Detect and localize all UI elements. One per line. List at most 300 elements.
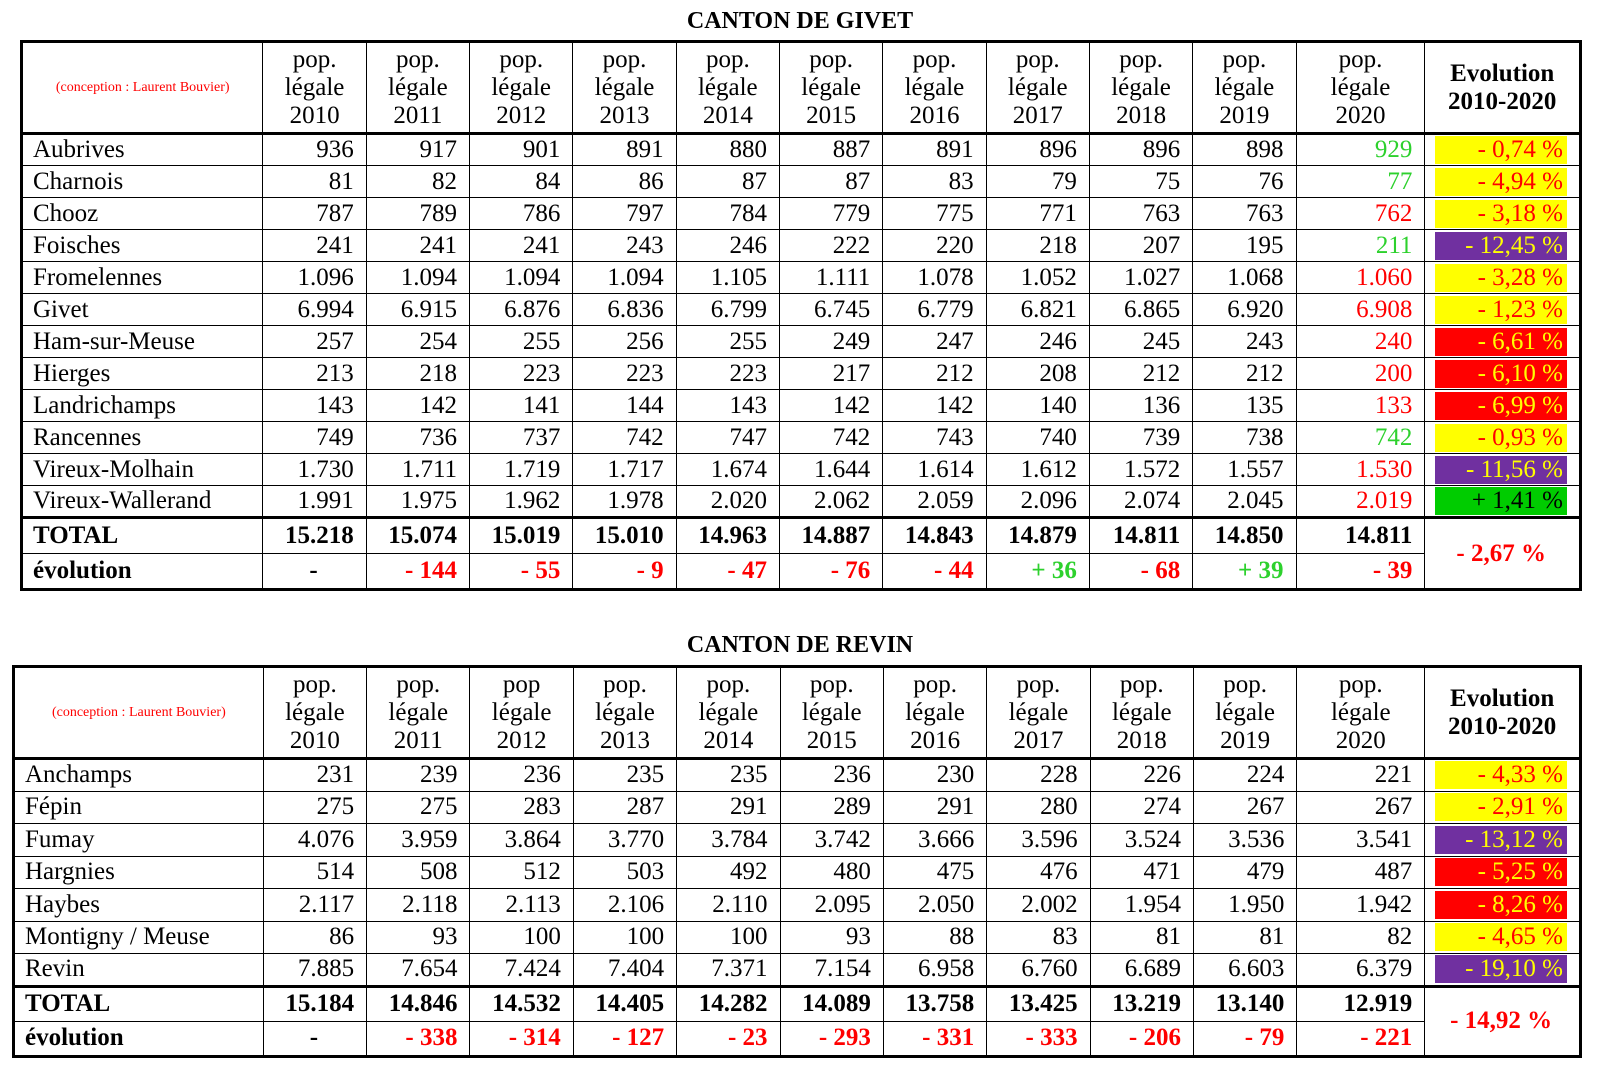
population-value: 4.076 xyxy=(263,824,366,857)
yearly-evolution-value: + 36 xyxy=(986,554,1089,590)
table-row xyxy=(22,134,1581,166)
table-row xyxy=(22,486,1581,518)
population-value: 786 xyxy=(470,198,573,230)
year-header: pop. légale 2013 xyxy=(573,42,676,134)
commune-name: Anchamps xyxy=(14,759,264,792)
population-value: 220 xyxy=(883,230,986,262)
evolution-cell xyxy=(1425,134,1581,166)
table-row xyxy=(22,262,1581,294)
evolution-cell xyxy=(1425,166,1581,198)
evolution-cell xyxy=(1425,326,1581,358)
evolution-value: - 0,93 % xyxy=(1435,424,1567,452)
population-value: 1.105 xyxy=(676,262,779,294)
total-value: 14.089 xyxy=(780,986,883,1021)
year-header: pop. légale 2020 xyxy=(1296,42,1425,134)
population-value: 1.094 xyxy=(366,262,469,294)
population-value: 218 xyxy=(986,230,1089,262)
population-value: 6.836 xyxy=(573,294,676,326)
year-header: pop. légale 2013 xyxy=(573,667,676,759)
evolution-value: - 11,56 % xyxy=(1435,456,1567,484)
conception-credit: (conception : Laurent Bouvier) xyxy=(22,42,263,134)
population-value: 896 xyxy=(986,134,1089,166)
population-value: 87 xyxy=(779,166,882,198)
year-header: pop. légale 2019 xyxy=(1193,42,1296,134)
population-value: 291 xyxy=(677,791,780,824)
population-value: 901 xyxy=(470,134,573,166)
population-value: 479 xyxy=(1193,856,1296,889)
population-value: 81 xyxy=(263,166,366,198)
evolution-cell xyxy=(1425,791,1581,824)
total-value: 14.811 xyxy=(1089,518,1192,554)
population-value: 480 xyxy=(780,856,883,889)
population-2020-value: 211 xyxy=(1296,230,1425,262)
population-value: 230 xyxy=(883,759,986,792)
population-value: 88 xyxy=(883,921,986,954)
evolution-cell xyxy=(1425,921,1581,954)
population-value: 142 xyxy=(366,390,469,422)
yearly-evolution-value: - 127 xyxy=(573,1021,676,1056)
population-value: 136 xyxy=(1089,390,1192,422)
population-value: 1.954 xyxy=(1090,889,1193,922)
population-value: 789 xyxy=(366,198,469,230)
total-value: 14.846 xyxy=(367,986,470,1021)
year-header: pop. légale 2017 xyxy=(987,667,1090,759)
population-value: 93 xyxy=(780,921,883,954)
year-header: pop. légale 2010 xyxy=(263,667,366,759)
total-value: 12.919 xyxy=(1297,986,1425,1021)
population-2020-value: 77 xyxy=(1296,166,1425,198)
evolution-value: - 0,74 % xyxy=(1435,136,1567,164)
evolution-value: - 3,18 % xyxy=(1435,200,1567,228)
evolution-cell xyxy=(1425,486,1581,518)
population-value: 1.111 xyxy=(779,262,882,294)
population-value: 1.644 xyxy=(779,454,882,486)
population-value: 83 xyxy=(987,921,1090,954)
table-row xyxy=(22,454,1581,486)
population-value: 249 xyxy=(779,326,882,358)
population-value: 1.094 xyxy=(470,262,573,294)
population-value: 7.371 xyxy=(677,954,780,987)
population-value: 212 xyxy=(1089,358,1192,390)
population-2020-value: 133 xyxy=(1296,390,1425,422)
population-value: 135 xyxy=(1193,390,1296,422)
population-value: 212 xyxy=(1193,358,1296,390)
population-value: 749 xyxy=(263,422,366,454)
yearly-evolution-value: - 76 xyxy=(779,554,882,590)
population-value: 7.154 xyxy=(780,954,883,987)
population-value: 283 xyxy=(470,791,573,824)
population-value: 2.045 xyxy=(1193,486,1296,518)
population-value: 267 xyxy=(1193,791,1296,824)
population-value: 236 xyxy=(780,759,883,792)
commune-name: Hargnies xyxy=(14,856,264,889)
population-2020-value: 742 xyxy=(1296,422,1425,454)
commune-name: Ham-sur-Meuse xyxy=(22,326,263,358)
table-row xyxy=(22,166,1581,198)
population-value: 1.978 xyxy=(573,486,676,518)
year-header: pop. légale 2011 xyxy=(367,667,470,759)
total-value: 14.850 xyxy=(1193,518,1296,554)
commune-name: Haybes xyxy=(14,889,264,922)
population-value: 763 xyxy=(1089,198,1192,230)
total-row xyxy=(14,986,1581,1021)
table-row xyxy=(14,954,1581,987)
population-2020-value: 221 xyxy=(1297,759,1425,792)
population-2020-value: 200 xyxy=(1296,358,1425,390)
total-value: 14.887 xyxy=(779,518,882,554)
population-value: 274 xyxy=(1090,791,1193,824)
commune-name: Rancennes xyxy=(22,422,263,454)
year-header: pop. légale 2014 xyxy=(677,667,780,759)
population-value: 1.052 xyxy=(986,262,1089,294)
population-value: 1.730 xyxy=(263,454,366,486)
population-value: 3.784 xyxy=(677,824,780,857)
table-row xyxy=(22,198,1581,230)
population-value: 235 xyxy=(573,759,676,792)
yearly-evolution-value: - 55 xyxy=(470,554,573,590)
population-value: 255 xyxy=(676,326,779,358)
population-value: 1.674 xyxy=(676,454,779,486)
total-row xyxy=(22,518,1581,554)
population-value: 7.404 xyxy=(573,954,676,987)
population-value: 143 xyxy=(263,390,366,422)
population-value: 2.062 xyxy=(779,486,882,518)
population-value: 7.885 xyxy=(263,954,366,987)
population-value: 226 xyxy=(1090,759,1193,792)
population-value: 2.110 xyxy=(677,889,780,922)
population-value: 3.596 xyxy=(987,824,1090,857)
population-value: 235 xyxy=(677,759,780,792)
population-value: 492 xyxy=(677,856,780,889)
population-value: 2.059 xyxy=(883,486,986,518)
table-row xyxy=(14,791,1581,824)
evolution-value: - 8,26 % xyxy=(1435,891,1567,919)
evolution-cell xyxy=(1425,454,1581,486)
evolution-value: - 13,12 % xyxy=(1435,826,1567,854)
commune-name: Foisches xyxy=(22,230,263,262)
commune-name: Revin xyxy=(14,954,264,987)
population-value: 503 xyxy=(573,856,676,889)
population-value: 1.962 xyxy=(470,486,573,518)
population-value: 289 xyxy=(780,791,883,824)
population-2020-value: 1.530 xyxy=(1296,454,1425,486)
total-value: 13.140 xyxy=(1193,986,1296,1021)
population-2020-value: 1.942 xyxy=(1297,889,1425,922)
evolution-value: - 6,99 % xyxy=(1435,392,1567,420)
population-value: 81 xyxy=(1090,921,1193,954)
evolution-cell xyxy=(1425,390,1581,422)
population-value: 1.027 xyxy=(1089,262,1192,294)
population-value: 246 xyxy=(986,326,1089,358)
population-value: 891 xyxy=(883,134,986,166)
population-value: 87 xyxy=(676,166,779,198)
population-2020-value: 1.060 xyxy=(1296,262,1425,294)
population-value: 243 xyxy=(573,230,676,262)
population-value: 207 xyxy=(1089,230,1192,262)
population-value: 1.557 xyxy=(1193,454,1296,486)
population-value: 6.876 xyxy=(470,294,573,326)
population-value: 140 xyxy=(986,390,1089,422)
population-value: 6.603 xyxy=(1193,954,1296,987)
population-value: 738 xyxy=(1193,422,1296,454)
commune-name: Landrichamps xyxy=(22,390,263,422)
evolution-value: + 1,41 % xyxy=(1435,487,1567,515)
commune-name: Vireux-Molhain xyxy=(22,454,263,486)
givet-title: CANTON DE GIVET xyxy=(686,8,914,34)
population-value: 742 xyxy=(573,422,676,454)
total-label: TOTAL xyxy=(22,518,263,554)
total-value: 14.963 xyxy=(676,518,779,554)
year-header: pop. légale 2015 xyxy=(779,42,882,134)
yearly-evolution-value: + 39 xyxy=(1193,554,1296,590)
population-value: 6.994 xyxy=(263,294,366,326)
population-value: 247 xyxy=(883,326,986,358)
population-value: 771 xyxy=(986,198,1089,230)
total-value: 15.218 xyxy=(263,518,366,554)
population-value: 2.117 xyxy=(263,889,366,922)
population-value: 1.950 xyxy=(1193,889,1296,922)
commune-name: Hierges xyxy=(22,358,263,390)
population-2020-value: 6.379 xyxy=(1297,954,1425,987)
population-value: 1.975 xyxy=(366,486,469,518)
year-header: pop. légale 2018 xyxy=(1090,667,1193,759)
evolution-value: - 4,94 % xyxy=(1435,168,1567,196)
commune-name: Chooz xyxy=(22,198,263,230)
evolution-value: - 6,10 % xyxy=(1435,360,1567,388)
population-value: 891 xyxy=(573,134,676,166)
evolution-value: - 3,28 % xyxy=(1435,264,1567,292)
table-row xyxy=(22,390,1581,422)
population-value: 224 xyxy=(1193,759,1296,792)
population-value: 898 xyxy=(1193,134,1296,166)
yearly-evolution-value: - 68 xyxy=(1089,554,1192,590)
yearly-evolution-value: - 331 xyxy=(883,1021,986,1056)
population-value: 83 xyxy=(883,166,986,198)
population-value: 241 xyxy=(263,230,366,262)
evolution-cell xyxy=(1425,954,1581,987)
total-value: 13.758 xyxy=(883,986,986,1021)
population-value: 3.959 xyxy=(367,824,470,857)
population-value: 743 xyxy=(883,422,986,454)
population-value: 81 xyxy=(1193,921,1296,954)
population-value: 6.865 xyxy=(1089,294,1192,326)
population-value: 142 xyxy=(883,390,986,422)
population-value: 143 xyxy=(676,390,779,422)
population-value: 2.095 xyxy=(780,889,883,922)
total-value: 14.811 xyxy=(1296,518,1425,554)
population-value: 6.821 xyxy=(986,294,1089,326)
population-value: 223 xyxy=(676,358,779,390)
yearly-evolution-value: - 333 xyxy=(987,1021,1090,1056)
table-row xyxy=(22,422,1581,454)
population-value: 775 xyxy=(883,198,986,230)
population-value: 208 xyxy=(986,358,1089,390)
population-value: 217 xyxy=(779,358,882,390)
yearly-evolution-value: - 44 xyxy=(883,554,986,590)
yearly-evolution-value: - 293 xyxy=(780,1021,883,1056)
commune-name: Fumay xyxy=(14,824,264,857)
population-value: 2.106 xyxy=(573,889,676,922)
population-value: 763 xyxy=(1193,198,1296,230)
population-value: 6.779 xyxy=(883,294,986,326)
population-value: 7.654 xyxy=(367,954,470,987)
population-value: 241 xyxy=(366,230,469,262)
population-value: 736 xyxy=(366,422,469,454)
evolution-cell xyxy=(1425,198,1581,230)
commune-name: Montigny / Meuse xyxy=(14,921,264,954)
evolution-value: - 5,25 % xyxy=(1435,858,1567,886)
population-value: 1.068 xyxy=(1193,262,1296,294)
total-evolution: - 2,67 % xyxy=(1425,518,1581,590)
population-value: 291 xyxy=(883,791,986,824)
population-value: 100 xyxy=(470,921,573,954)
population-value: 2.096 xyxy=(986,486,1089,518)
population-value: 896 xyxy=(1089,134,1192,166)
table-row xyxy=(14,759,1581,792)
population-2020-value: 267 xyxy=(1297,791,1425,824)
evolution-cell xyxy=(1425,294,1581,326)
population-value: 6.745 xyxy=(779,294,882,326)
population-value: 254 xyxy=(366,326,469,358)
yearly-evolution-value: - xyxy=(263,1021,366,1056)
population-value: 880 xyxy=(676,134,779,166)
population-value: 2.020 xyxy=(676,486,779,518)
population-value: 512 xyxy=(470,856,573,889)
population-value: 6.915 xyxy=(366,294,469,326)
total-value: 15.074 xyxy=(366,518,469,554)
population-2020-value: 6.908 xyxy=(1296,294,1425,326)
evolution-value: - 4,65 % xyxy=(1435,923,1567,951)
population-value: 76 xyxy=(1193,166,1296,198)
commune-name: Fromelennes xyxy=(22,262,263,294)
population-value: 100 xyxy=(677,921,780,954)
population-value: 917 xyxy=(366,134,469,166)
population-value: 6.760 xyxy=(987,954,1090,987)
population-value: 1.572 xyxy=(1089,454,1192,486)
population-value: 737 xyxy=(470,422,573,454)
evolution-cell xyxy=(1425,759,1581,792)
table-row xyxy=(14,856,1581,889)
population-value: 1.717 xyxy=(573,454,676,486)
yearly-evolution-value: - 221 xyxy=(1297,1021,1425,1056)
population-value: 222 xyxy=(779,230,882,262)
population-value: 280 xyxy=(987,791,1090,824)
evolution-value: - 19,10 % xyxy=(1435,955,1567,983)
commune-name: Fépin xyxy=(14,791,264,824)
population-value: 1.094 xyxy=(573,262,676,294)
population-value: 797 xyxy=(573,198,676,230)
total-value: 15.184 xyxy=(263,986,366,1021)
conception-credit: (conception : Laurent Bouvier) xyxy=(14,667,264,759)
evolution-cell xyxy=(1425,422,1581,454)
population-value: 212 xyxy=(883,358,986,390)
yearly-evolution-value: - 39 xyxy=(1296,554,1425,590)
population-value: 3.770 xyxy=(573,824,676,857)
population-value: 223 xyxy=(573,358,676,390)
year-header: pop légale 2012 xyxy=(470,667,573,759)
yearly-evolution-value: - 206 xyxy=(1090,1021,1193,1056)
population-value: 887 xyxy=(779,134,882,166)
commune-name: Charnois xyxy=(22,166,263,198)
header-row xyxy=(22,42,1581,134)
table-row xyxy=(22,326,1581,358)
population-value: 239 xyxy=(367,759,470,792)
evolution-value: - 4,33 % xyxy=(1435,761,1567,789)
total-value: 14.843 xyxy=(883,518,986,554)
population-value: 3.666 xyxy=(883,824,986,857)
population-value: 256 xyxy=(573,326,676,358)
population-value: 2.113 xyxy=(470,889,573,922)
yearly-evolution-value: - 338 xyxy=(367,1021,470,1056)
total-value: 13.425 xyxy=(987,986,1090,1021)
population-value: 213 xyxy=(263,358,366,390)
population-value: 508 xyxy=(367,856,470,889)
year-header: pop. légale 2020 xyxy=(1297,667,1425,759)
evolution-value: - 6,61 % xyxy=(1435,328,1567,356)
population-2020-value: 240 xyxy=(1296,326,1425,358)
population-2020-value: 762 xyxy=(1296,198,1425,230)
population-value: 2.074 xyxy=(1089,486,1192,518)
year-header: pop. légale 2016 xyxy=(883,667,986,759)
population-value: 231 xyxy=(263,759,366,792)
population-value: 471 xyxy=(1090,856,1193,889)
evolution-cell xyxy=(1425,889,1581,922)
population-value: 6.958 xyxy=(883,954,986,987)
year-header: pop. légale 2010 xyxy=(263,42,366,134)
population-value: 514 xyxy=(263,856,366,889)
population-value: 779 xyxy=(779,198,882,230)
evolution-cell xyxy=(1425,262,1581,294)
total-value: 13.219 xyxy=(1090,986,1193,1021)
evolution-label: évolution xyxy=(14,1021,264,1056)
table-row xyxy=(14,921,1581,954)
population-value: 3.742 xyxy=(780,824,883,857)
population-value: 6.689 xyxy=(1090,954,1193,987)
evolution-cell xyxy=(1425,856,1581,889)
evolution-row xyxy=(22,554,1581,590)
population-value: 936 xyxy=(263,134,366,166)
total-value: 15.019 xyxy=(470,518,573,554)
population-value: 740 xyxy=(986,422,1089,454)
population-2020-value: 3.541 xyxy=(1297,824,1425,857)
year-header: pop. légale 2018 xyxy=(1089,42,1192,134)
total-value: 14.405 xyxy=(573,986,676,1021)
population-value: 739 xyxy=(1089,422,1192,454)
year-header: pop. légale 2012 xyxy=(470,42,573,134)
population-value: 287 xyxy=(573,791,676,824)
population-value: 223 xyxy=(470,358,573,390)
population-value: 84 xyxy=(470,166,573,198)
population-value: 1.719 xyxy=(470,454,573,486)
population-value: 218 xyxy=(366,358,469,390)
population-value: 195 xyxy=(1193,230,1296,262)
population-value: 142 xyxy=(779,390,882,422)
yearly-evolution-value: - 314 xyxy=(470,1021,573,1056)
population-value: 6.799 xyxy=(676,294,779,326)
population-value: 82 xyxy=(366,166,469,198)
evolution-value: - 1,23 % xyxy=(1435,296,1567,324)
population-value: 1.711 xyxy=(366,454,469,486)
population-value: 241 xyxy=(470,230,573,262)
commune-name: Givet xyxy=(22,294,263,326)
population-2020-value: 487 xyxy=(1297,856,1425,889)
population-2020-value: 929 xyxy=(1296,134,1425,166)
revin-table xyxy=(12,665,1582,1058)
population-value: 228 xyxy=(987,759,1090,792)
population-value: 747 xyxy=(676,422,779,454)
yearly-evolution-value: - xyxy=(263,554,366,590)
evolution-label: évolution xyxy=(22,554,263,590)
